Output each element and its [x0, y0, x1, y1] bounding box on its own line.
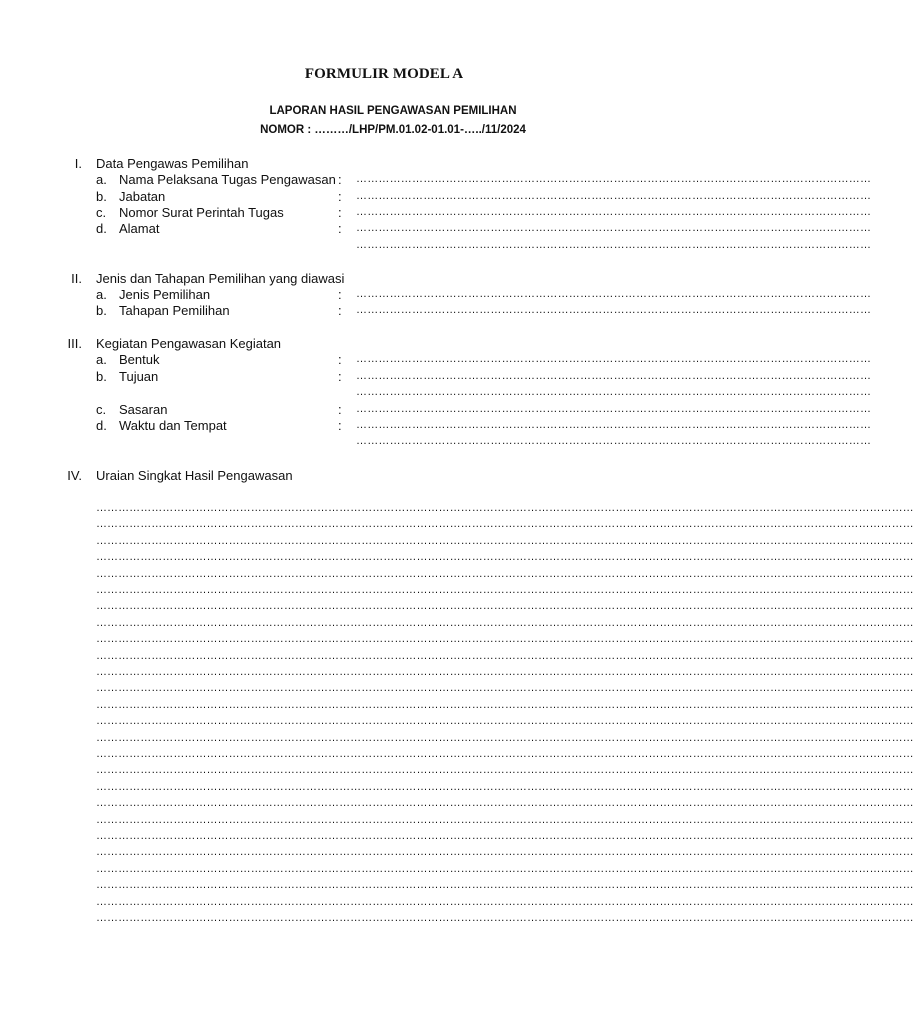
field-colon: : [338, 369, 342, 384]
fill-line[interactable]: ………………………………………………………………………………………………………………………… [356, 386, 872, 398]
uraian-line[interactable]: …………………………………………………………………………………………………………………………………………………………………………………………………… [96, 551, 914, 563]
field-colon: : [338, 402, 342, 417]
field-row-waktu-tempat [0, 417, 872, 434]
uraian-line[interactable]: …………………………………………………………………………………………………………………………………………………………………………………………………… [96, 715, 914, 727]
field-row-nama-pelaksana [0, 171, 872, 188]
uraian-line[interactable]: …………………………………………………………………………………………………………………………………………………………………………………………………… [96, 682, 914, 694]
fill-line[interactable]: ………………………………………………………………………………………………………………………… [356, 239, 872, 251]
uraian-line[interactable]: …………………………………………………………………………………………………………………………………………………………………………………………………… [96, 879, 914, 891]
uraian-line[interactable]: …………………………………………………………………………………………………………………………………………………………………………………………………… [96, 846, 914, 858]
fill-line[interactable]: ………………………………………………………………………………………………………………………… [356, 435, 872, 447]
item-letter: b. [96, 189, 107, 204]
field-colon: : [338, 189, 342, 204]
uraian-line[interactable]: …………………………………………………………………………………………………………………………………………………………………………………………………… [96, 814, 914, 826]
field-label: Tahapan Pemilihan [119, 303, 230, 318]
form-title: FORMULIR MODEL A [304, 66, 464, 82]
uraian-line[interactable]: …………………………………………………………………………………………………………………………………………………………………………………………………… [96, 896, 914, 908]
field-label: Jenis Pemilihan [119, 287, 211, 302]
field-label: Tujuan [119, 369, 159, 384]
field-label: Alamat [119, 221, 160, 236]
uraian-line[interactable]: …………………………………………………………………………………………………………………………………………………………………………………………………… [96, 518, 914, 530]
field-row-jabatan [0, 188, 872, 205]
section-title: Data Pengawas Pemilihan [96, 156, 249, 171]
uraian-line[interactable]: …………………………………………………………………………………………………………………………………………………………………………………………………… [96, 633, 914, 645]
field-row-tujuan [0, 368, 872, 385]
uraian-line[interactable]: …………………………………………………………………………………………………………………………………………………………………………………………………… [96, 600, 914, 612]
uraian-line[interactable]: …………………………………………………………………………………………………………………………………………………………………………………………………… [96, 863, 914, 875]
item-letter: b. [96, 369, 107, 384]
field-row-jenis-pemilihan [0, 286, 872, 303]
field-row-nomor-surat [0, 204, 872, 221]
uraian-line[interactable]: …………………………………………………………………………………………………………………………………………………………………………………………………… [96, 584, 914, 596]
item-letter: c. [96, 402, 107, 417]
field-label: Sasaran [119, 402, 168, 417]
item-letter: a. [96, 352, 107, 367]
fill-line[interactable]: ………………………………………………………………………………………………………………………… [356, 304, 872, 316]
field-row-waktu-tempat-continued [0, 433, 872, 450]
uraian-line[interactable]: …………………………………………………………………………………………………………………………………………………………………………………………………… [96, 666, 914, 678]
field-row-tujuan-continued [0, 384, 872, 401]
field-row-tahapan-pemilihan [0, 302, 872, 319]
uraian-line[interactable]: …………………………………………………………………………………………………………………………………………………………………………………………………… [96, 617, 914, 629]
field-colon: : [338, 418, 342, 433]
section-heading-2 [0, 270, 768, 287]
section-number: II. [71, 271, 82, 286]
field-colon: : [338, 172, 342, 187]
field-colon: : [338, 352, 342, 367]
uraian-line[interactable]: …………………………………………………………………………………………………………………………………………………………………………………………………… [96, 830, 914, 842]
section-number: I. [74, 156, 82, 171]
fill-line[interactable]: ………………………………………………………………………………………………………………………… [356, 288, 872, 300]
section-heading-3 [0, 335, 768, 352]
field-label: Bentuk [119, 352, 160, 367]
fill-line[interactable]: ………………………………………………………………………………………………………………………… [356, 190, 872, 202]
fill-line[interactable]: ………………………………………………………………………………………………………………………… [356, 353, 872, 365]
section-heading-1 [0, 155, 768, 172]
uraian-line[interactable]: …………………………………………………………………………………………………………………………………………………………………………………………………… [96, 732, 914, 744]
fill-line[interactable]: ………………………………………………………………………………………………………………………… [356, 419, 872, 431]
section-title: Kegiatan Pengawasan Kegiatan [96, 336, 282, 351]
report-subtitle: LAPORAN HASIL PENGAWASAN PEMILIHAN [269, 105, 517, 117]
fill-line[interactable]: ………………………………………………………………………………………………………………………… [356, 173, 872, 185]
section-number: IV. [67, 468, 82, 483]
field-row-alamat-continued [0, 237, 872, 254]
item-letter: a. [96, 172, 107, 187]
uraian-line[interactable]: …………………………………………………………………………………………………………………………………………………………………………………………………… [96, 699, 914, 711]
uraian-line[interactable]: …………………………………………………………………………………………………………………………………………………………………………………………………… [96, 912, 914, 924]
uraian-line[interactable]: …………………………………………………………………………………………………………………………………………………………………………………………………… [96, 650, 914, 662]
field-row-alamat [0, 220, 872, 237]
field-label: Jabatan [119, 189, 166, 204]
field-label: Nama Pelaksana Tugas Pengawasan [119, 172, 336, 187]
report-number: NOMOR : ………/LHP/PM.01.02-01.01-…../11/2024 [260, 124, 526, 136]
item-letter: d. [96, 221, 107, 236]
field-colon: : [338, 303, 342, 318]
field-label: Nomor Surat Perintah Tugas [119, 205, 284, 220]
fill-line[interactable]: ………………………………………………………………………………………………………………………… [356, 206, 872, 218]
item-letter: c. [96, 205, 107, 220]
uraian-line[interactable]: …………………………………………………………………………………………………………………………………………………………………………………………………… [96, 535, 914, 547]
item-letter: d. [96, 418, 107, 433]
uraian-line[interactable]: …………………………………………………………………………………………………………………………………………………………………………………………………… [96, 502, 914, 514]
field-row-bentuk [0, 351, 872, 368]
field-colon: : [338, 205, 342, 220]
uraian-line[interactable]: …………………………………………………………………………………………………………………………………………………………………………………………………… [96, 568, 914, 580]
item-letter: b. [96, 303, 107, 318]
uraian-line[interactable]: …………………………………………………………………………………………………………………………………………………………………………………………………… [96, 764, 914, 776]
section-title: Jenis dan Tahapan Pemilihan yang diawasi [96, 271, 345, 286]
uraian-line[interactable]: …………………………………………………………………………………………………………………………………………………………………………………………………… [96, 781, 914, 793]
section-title: Uraian Singkat Hasil Pengawasan [96, 468, 293, 483]
section-heading-4 [0, 467, 768, 484]
fill-line[interactable]: ………………………………………………………………………………………………………………………… [356, 370, 872, 382]
field-colon: : [338, 287, 342, 302]
fill-line[interactable]: ………………………………………………………………………………………………………………………… [356, 403, 872, 415]
uraian-line[interactable]: …………………………………………………………………………………………………………………………………………………………………………………………………… [96, 797, 914, 809]
field-label: Waktu dan Tempat [119, 418, 227, 433]
item-letter: a. [96, 287, 107, 302]
field-row-sasaran [0, 401, 872, 418]
field-colon: : [338, 221, 342, 236]
section-number: III. [67, 336, 82, 351]
fill-line[interactable]: ………………………………………………………………………………………………………………………… [356, 222, 872, 234]
uraian-line[interactable]: …………………………………………………………………………………………………………………………………………………………………………………………………… [96, 748, 914, 760]
